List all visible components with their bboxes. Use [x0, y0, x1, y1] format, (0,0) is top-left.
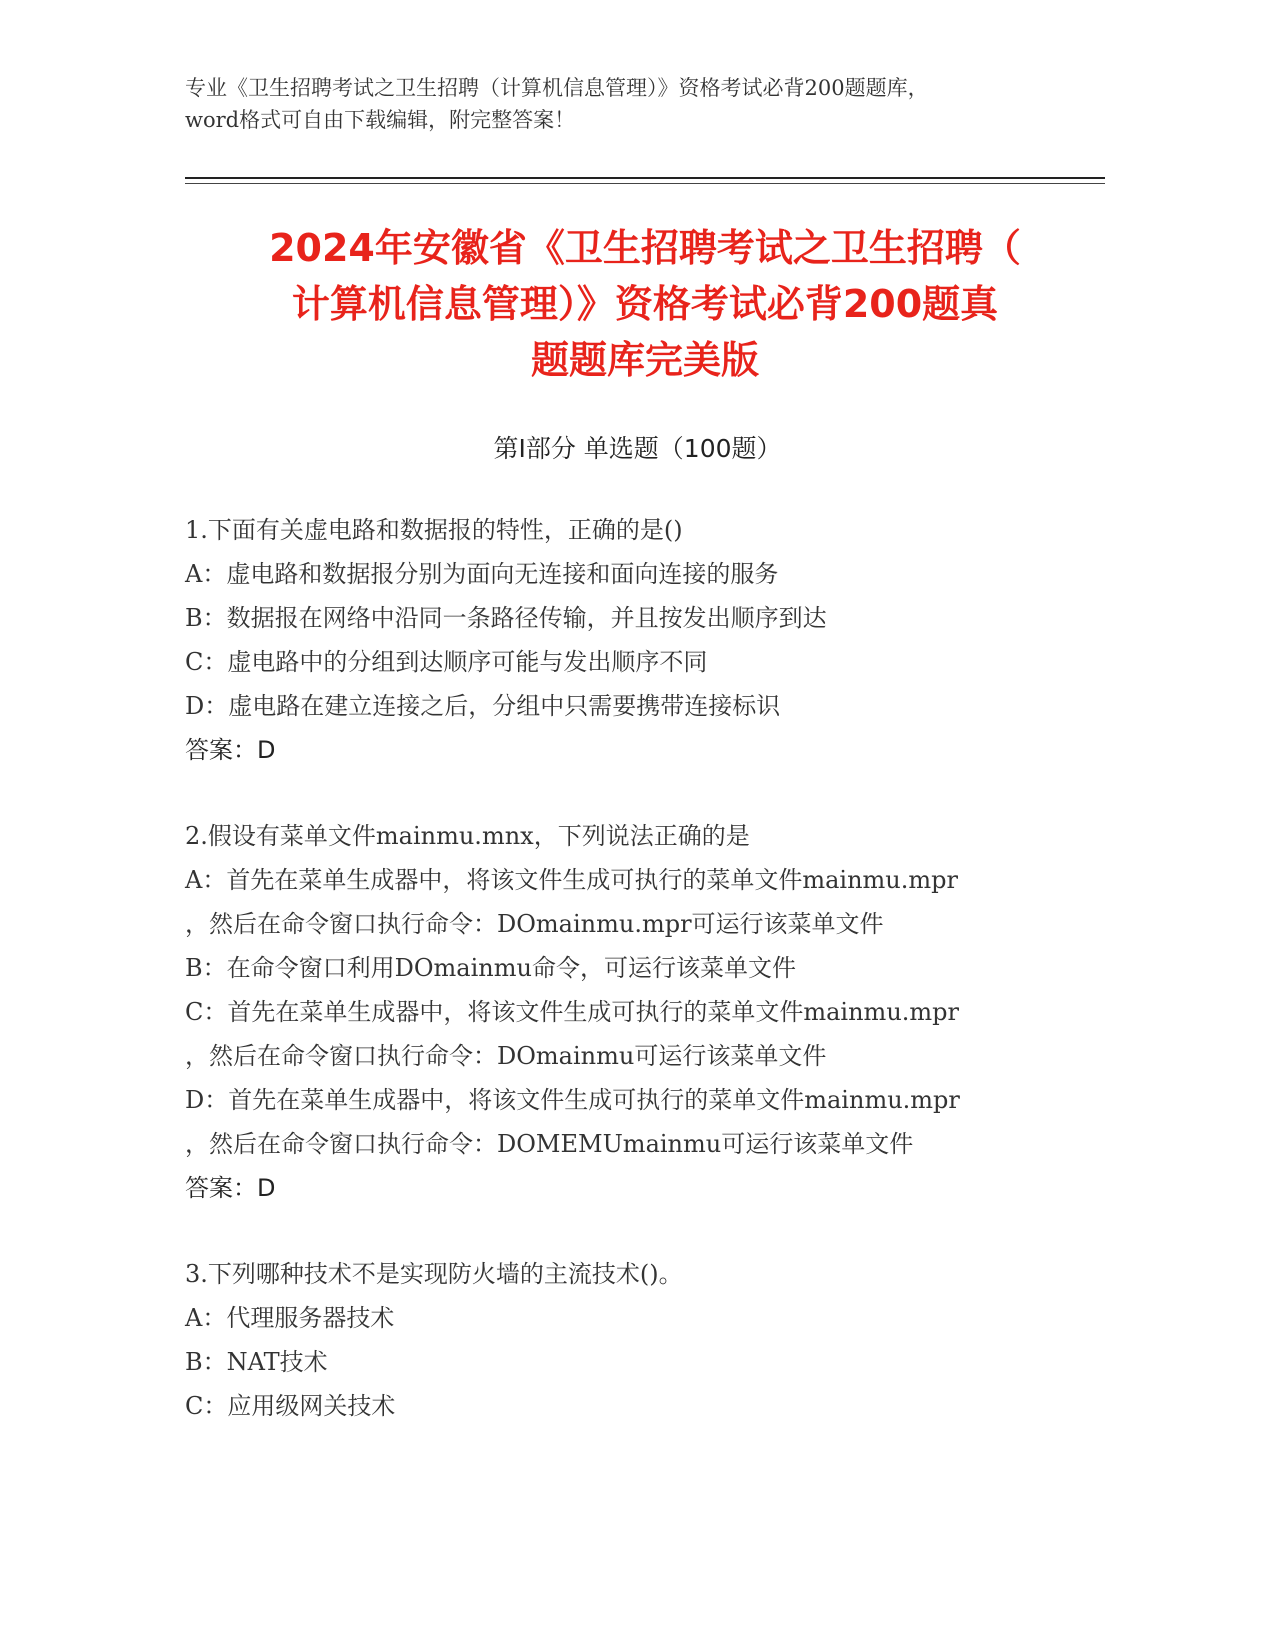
header-divider-thick [185, 177, 1105, 179]
question-list [185, 508, 1105, 1470]
question-2 [185, 814, 1105, 1210]
header-note [185, 72, 1105, 136]
answer: 答案：D [185, 1174, 276, 1202]
option-b: B：在命令窗口利用DOmainmu命令，可运行该菜单文件 [185, 954, 796, 982]
question-3 [185, 1252, 1105, 1428]
answer: 答案：D [185, 736, 276, 764]
title-line-1: 2024年安徽省《卫生招聘考试之卫生招聘（ [269, 226, 1021, 270]
option-a: A：虚电路和数据报分别为面向无连接和面向连接的服务 [185, 560, 779, 588]
option-a-continued: ，然后在命令窗口执行命令：DOmainmu.mpr可运行该菜单文件 [185, 910, 884, 938]
section-heading: 第Ⅰ部分 单选题（100题） [493, 434, 782, 463]
option-d: D：首先在菜单生成器中，将该文件生成可执行的菜单文件mainmu.mpr [185, 1086, 960, 1114]
question-stem: 2.假设有菜单文件mainmu.mnx，下列说法正确的是 [185, 822, 750, 850]
question-1 [185, 508, 1105, 772]
option-a: A：首先在菜单生成器中，将该文件生成可执行的菜单文件mainmu.mpr [185, 866, 958, 894]
question-stem: 1.下面有关虚电路和数据报的特性，正确的是() [185, 516, 683, 544]
option-b: B：数据报在网络中沿同一条路径传输，并且按发出顺序到达 [185, 604, 827, 632]
option-c: C：虚电路中的分组到达顺序可能与发出顺序不同 [185, 648, 708, 676]
option-d: D：虚电路在建立连接之后，分组中只需要携带连接标识 [185, 692, 781, 720]
title-line-3: 题题库完美版 [530, 338, 759, 382]
option-c: C：应用级网关技术 [185, 1392, 396, 1420]
option-c: C：首先在菜单生成器中，将该文件生成可执行的菜单文件mainmu.mpr [185, 998, 959, 1026]
question-stem: 3.下列哪种技术不是实现防火墙的主流技术()。 [185, 1260, 683, 1288]
header-note-line-2: word格式可自由下载编辑，附完整答案！ [185, 108, 576, 132]
header-divider-thin [185, 183, 1105, 184]
title-line-2: 计算机信息管理）》资格考试必背200题真 [291, 282, 999, 326]
document-title [160, 220, 1130, 388]
option-b: B：NAT技术 [185, 1348, 328, 1376]
option-d-continued: ，然后在命令窗口执行命令：DOMEMUmainmu可运行该菜单文件 [185, 1130, 914, 1158]
header-note-line-1: 专业《卫生招聘考试之卫生招聘（计算机信息管理）》资格考试必背200题题库， [185, 76, 929, 100]
option-a: A：代理服务器技术 [185, 1304, 395, 1332]
option-c-continued: ，然后在命令窗口执行命令：DOmainmu可运行该菜单文件 [185, 1042, 827, 1070]
